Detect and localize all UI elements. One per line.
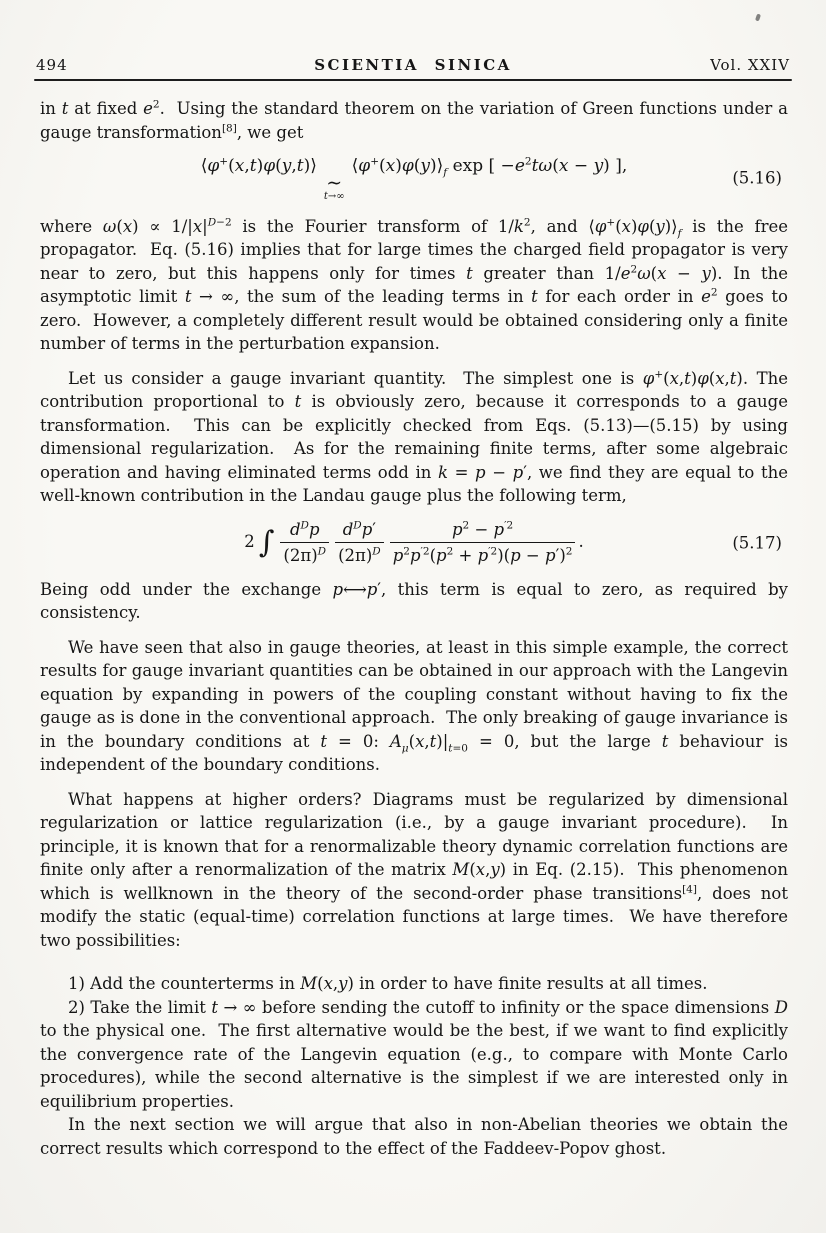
scan-artifact	[755, 14, 761, 22]
equation-5-16-label: (5.16)	[732, 168, 782, 188]
equation-5-16	[40, 155, 788, 202]
volume-label: Vol. XXIV	[710, 56, 790, 74]
paragraph-next-section: In the next section we will argue that also in non-Abelian theories we obtain the correct results which correspond to the effect of the Faddeev-Popov ghost.	[40, 1115, 788, 1158]
paragraph-propagator: where $\omega(x) \propto 1/|x|^{D-2}$ is the Fourier transform of $1/k^2$, and $⟨\varphi^+(x)\varphi(y)⟩_f$ is the free propagator. Eq. (5.16) implies that for large times the charged field propagator is very near to zero, but this happens only for times t greater than $1/e^2\omega(x - y)$. In the asymptotic limit t → ∞, the sum of the leading terms in t for each order in $e^2$ goes to zero. However, a completely different result would be obtained considering only a finite number of terms in the perturbation expansion.	[40, 216, 788, 354]
paragraph-gauge-invariant: Let us consider a gauge invariant quantity. The simplest one is φ+(x,t)φ(x,t). The contribution proportional to t is obviously zero, because it corresponds to a gauge transformation. This can be explicitly checked from Eqs. (5.13)—(5.15) by using dimensional regularization. As for the remaining finite terms, after some algebraic operation and having eliminated terms odd in k = p − p′, we find they are equal to the well-known contribution in the Landau gauge plus the following term,	[40, 368, 788, 506]
equation-5-16-body: ⟨φ+(x,t)φ(y,t)⟩ ∼ t→∞ $⟨\varphi^+(x)\varphi(y)⟩_f$ exp [ $-e^2t\omega(x - y)$ ],	[200, 155, 628, 202]
header-rule	[34, 79, 792, 81]
journal-title: SCIENTIA SINICA	[314, 56, 512, 74]
list-item-2: 2) Take the limit t → ∞ before sending the cutoff to infinity or the space dimensions D to the physical one. The first alternative would be the best, if we want to find explicitly the convergence rate of the Langevin equation (e.g., to compare with Monte Carlo procedures), while the second alternative is the simplest if we are interested only in equilibrium properties.	[40, 997, 788, 1111]
possibilities-list	[40, 972, 788, 1113]
equation-5-17-body: 2 ∫ $\frac{d^Dp}{(2\pi)^D}$ $\frac{d^Dp'}{(2\pi)^D}$ $\frac{p^2 - p^{'2}}{p^2p^{'2}(p^2 + p^{'2})(p - p')^2}$ .	[244, 519, 584, 566]
equation-5-17	[40, 519, 788, 567]
list-item-1: 1) Add the counterterms in M(x,y) in order to have finite results at all times.	[68, 974, 708, 994]
equation-5-17-label: (5.17)	[732, 533, 782, 553]
paragraph-langevin: We have seen that also in gauge theories, at least in this simple example, the correct results for gauge invariant quantities can be obtained in our approach with the Langevin equation by expanding in powers of the coupling constant without having to fix the gauge as is done in the conventional approach. The only breaking of gauge invariance is in the boundary conditions at t = 0: $A_\mu(x,t)|_{t=0} = 0$, but the large t behaviour is independent of the boundary conditions.	[40, 637, 788, 775]
paragraph-intro: in t at fixed $e^2$. Using the standard theorem on the variation of Green functions under a gauge transformation[8], we get	[40, 98, 788, 142]
page-header	[36, 56, 790, 74]
page-body	[40, 97, 788, 1171]
paragraph-odd-exchange: Being odd under the exchange p⟷p′, this term is equal to zero, as required by consistency.	[40, 579, 788, 623]
page-number: 494	[36, 56, 68, 74]
paragraph-higher-orders: What happens at higher orders? Diagrams must be regularized by dimensional regularization or lattice regularization (i.e., by a gauge invariant procedure). In principle, it is known that for a renormalizable theory dynamic correlation functions are finite only after a renormalization of the matrix M(x,y) in Eq. (2.15). This phenomenon which is wellknown in the theory of the second-order phase transitions[4], does not modify the static (equal-time) correlation functions at large times. We have therefore two possibilities:	[40, 789, 788, 950]
